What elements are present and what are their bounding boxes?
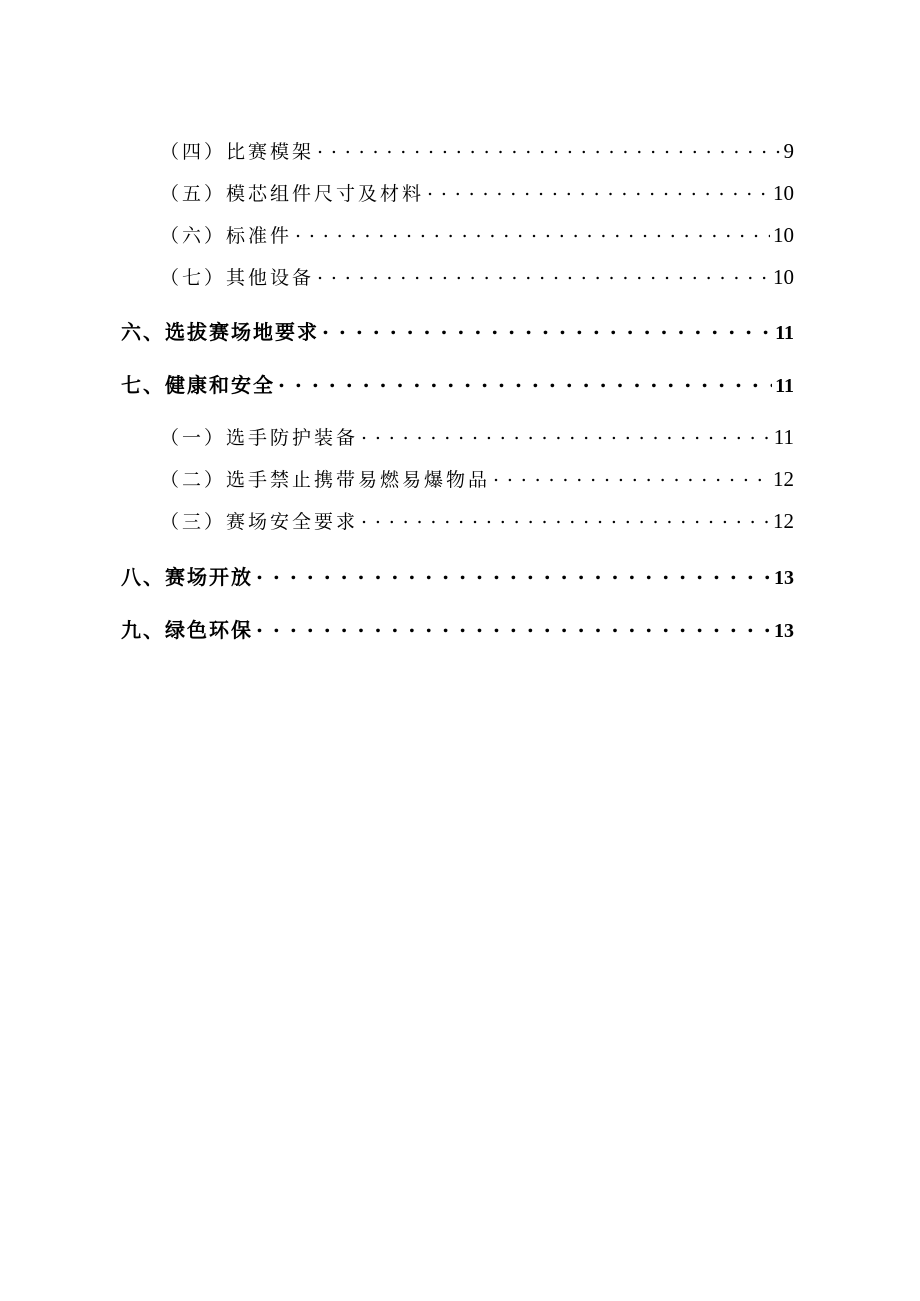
toc-entry-page: 9 bbox=[783, 139, 794, 163]
toc-entry[interactable] bbox=[160, 221, 794, 248]
toc-entry-title: （四）比赛模架 bbox=[160, 141, 315, 163]
toc-entry-page: 10 bbox=[773, 223, 794, 247]
toc-entry-title: 八、赛场开放 bbox=[121, 565, 253, 589]
toc-entry[interactable] bbox=[160, 507, 794, 534]
toc-entry-title: （一）选手防护装备 bbox=[160, 427, 359, 449]
toc-entry[interactable] bbox=[160, 137, 794, 164]
toc-leader-dots bbox=[256, 564, 771, 584]
toc-entry-title: （七）其他设备 bbox=[160, 267, 315, 289]
toc-entry[interactable] bbox=[121, 369, 794, 398]
toc-leader-dots bbox=[295, 223, 770, 242]
toc-entry-page: 12 bbox=[773, 467, 794, 491]
toc-entry-title: 七、健康和安全 bbox=[121, 373, 275, 397]
toc-entry-page: 13 bbox=[774, 620, 794, 642]
toc-entry-page: 10 bbox=[773, 181, 794, 205]
toc-entry-page: 11 bbox=[775, 375, 794, 397]
toc-entry-page: 13 bbox=[774, 567, 794, 589]
toc-entry[interactable] bbox=[121, 561, 794, 590]
toc-entry-title: 九、绿色环保 bbox=[121, 618, 253, 642]
toc-leader-dots bbox=[361, 425, 771, 444]
toc-entry-page: 12 bbox=[773, 509, 794, 533]
toc-leader-dots bbox=[361, 509, 770, 528]
toc-leader-dots bbox=[427, 181, 770, 200]
toc-entry-title: 六、选拔赛场地要求 bbox=[121, 320, 319, 344]
toc-entry[interactable] bbox=[160, 465, 794, 492]
toc-leader-dots bbox=[322, 319, 772, 339]
toc-leader-dots bbox=[256, 617, 771, 637]
toc-entry-title: （二）选手禁止携带易燃易爆物品 bbox=[160, 469, 491, 491]
toc-entry[interactable] bbox=[121, 316, 794, 345]
toc-entry[interactable] bbox=[160, 423, 794, 450]
toc-leader-dots bbox=[278, 372, 772, 392]
toc-entry-page: 11 bbox=[775, 322, 794, 344]
toc-leader-dots bbox=[317, 265, 770, 284]
toc-entry-title: （五）模芯组件尺寸及材料 bbox=[160, 183, 425, 205]
toc-entry-title: （六）标准件 bbox=[160, 225, 293, 247]
toc-leader-dots bbox=[493, 467, 770, 486]
toc-entry[interactable] bbox=[160, 179, 794, 206]
toc-entry[interactable] bbox=[160, 263, 794, 290]
toc-entry[interactable] bbox=[121, 614, 794, 643]
toc-entry-page: 11 bbox=[773, 425, 794, 449]
toc-entry-page: 10 bbox=[773, 265, 794, 289]
toc-entry-title: （三）赛场安全要求 bbox=[160, 511, 359, 533]
toc-leader-dots bbox=[317, 139, 780, 158]
